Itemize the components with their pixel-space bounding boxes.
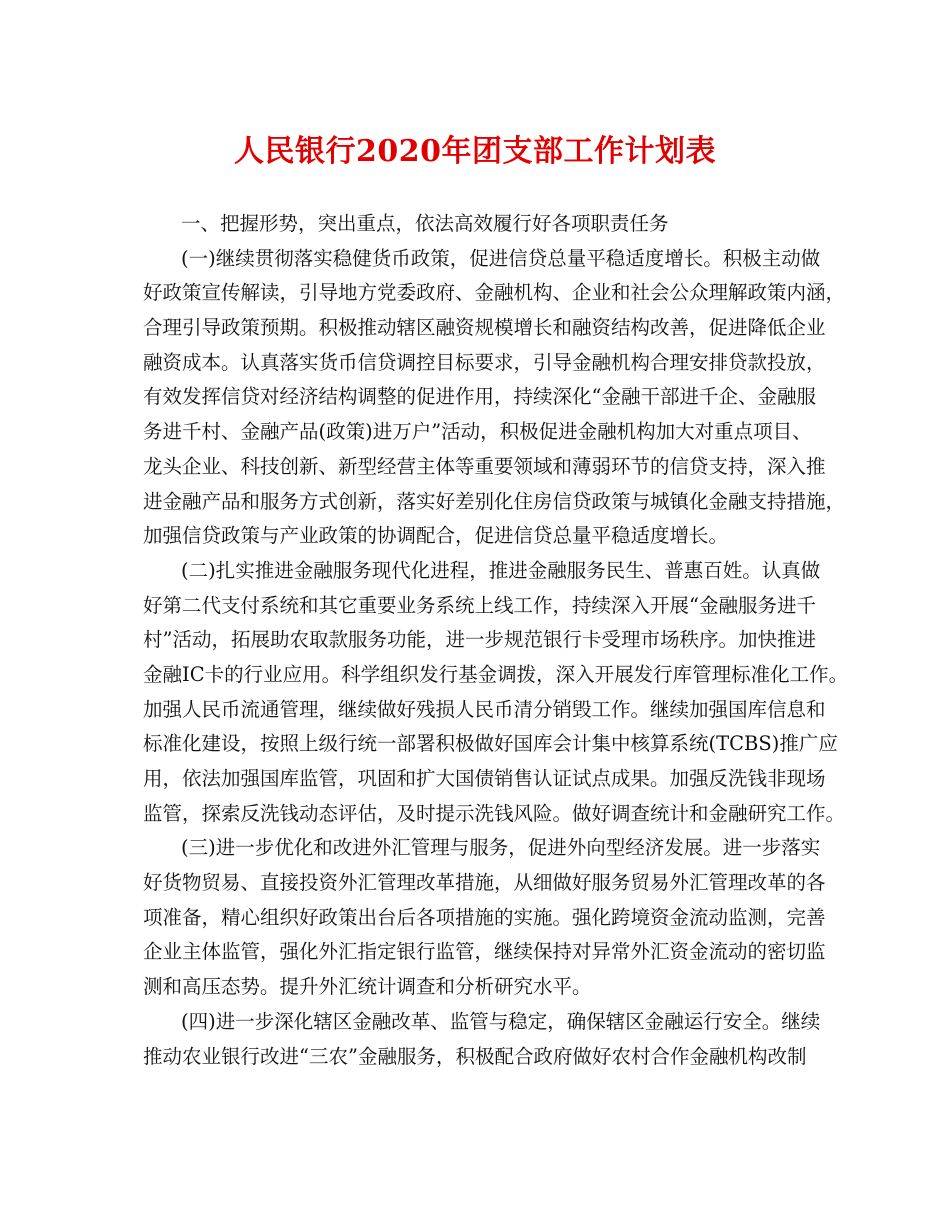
- body-line: 金融IC卡的行业应用。科学组织发行基金调拨，深入开展发行库管理标准化工作。: [143, 662, 849, 686]
- body-line: (四)进一步深化辖区金融改革、监管与稳定，确保辖区金融运行安全。继续: [181, 1009, 821, 1033]
- body-line: 好货物贸易、直接投资外汇管理改革措施，从细做好服务贸易外汇管理改革的各: [143, 871, 826, 895]
- body-line: 村”活动，拓展助农取款服务功能，进一步规范银行卡受理市场秩序。加快推进: [143, 628, 816, 652]
- body-line: 务进千村、金融产品(政策)进万户”活动，积极促进金融机构加大对重点项目、: [143, 420, 812, 444]
- body-line: (一)继续贯彻落实稳健货币政策，促进信贷总量平稳适度增长。积极主动做: [181, 246, 821, 270]
- body-line: (二)扎实推进金融服务现代化进程，推进金融服务民生、普惠百姓。认真做: [181, 558, 821, 582]
- body-line: 有效发挥信贷对经济结构调整的促进作用，持续深化“金融干部进千企、金融服: [143, 385, 816, 409]
- body-line: 项准备，精心组织好政策出台后各项措施的实施。强化跨境资金流动监测，完善: [143, 905, 826, 929]
- document-body: [143, 207, 849, 1074]
- body-line: 加强信贷政策与产业政策的协调配合，促进信贷总量平稳适度增长。: [143, 524, 729, 548]
- body-line: 好政策宣传解读，引导地方党委政府、金融机构、企业和社会公众理解政策内涵，: [143, 281, 846, 305]
- body-line: 测和高压态势。提升外汇统计调查和分析研究水平。: [143, 975, 592, 999]
- body-line: 监管，探索反洗钱动态评估，及时提示洗钱风险。做好调查统计和金融研究工作。: [143, 801, 846, 825]
- body-line: 标准化建设，按照上级行统一部署积极做好国库会计集中核算系统(TCBS)推广应: [143, 732, 838, 756]
- body-line: 好第二代支付系统和其它重要业务系统上线工作，持续深入开展“金融服务进千: [143, 593, 816, 617]
- body-line: 推动农业银行改进“三农”金融服务，积极配合政府做好农村合作金融机构改制: [143, 1044, 807, 1068]
- body-line: 用，依法加强国库监管，巩固和扩大国债销售认证试点成果。加强反洗钱非现场: [143, 767, 826, 790]
- body-line: 企业主体监管，强化外汇指定银行监管，继续保持对异常外汇资金流动的密切监: [143, 940, 826, 964]
- document-title: 人民银行2020年团支部工作计划表: [234, 134, 716, 169]
- body-line: 龙头企业、科技创新、新型经营主体等重要领域和薄弱环节的信贷支持，深入推: [143, 454, 826, 478]
- body-line: 融资成本。认真落实货币信贷调控目标要求，引导金融机构合理安排贷款投放，: [143, 350, 826, 374]
- body-line: 进金融产品和服务方式创新，落实好差别化住房信贷政策与城镇化金融支持措施，: [143, 489, 846, 513]
- body-line: 合理引导政策预期。积极推动辖区融资规模增长和融资结构改善，促进降低企业: [143, 316, 826, 340]
- body-line: 一、把握形势，突出重点，依法高效履行好各项职责任务: [181, 212, 669, 235]
- body-line: (三)进一步优化和改进外汇管理与服务，促进外向型经济发展。进一步落实: [181, 836, 821, 860]
- body-line: 加强人民币流通管理，继续做好残损人民币清分销毁工作。继续加强国库信息和: [143, 697, 826, 721]
